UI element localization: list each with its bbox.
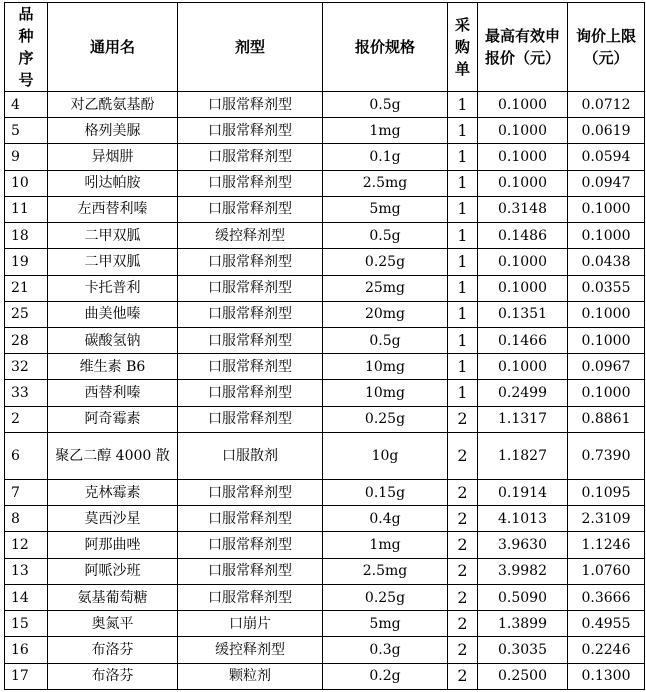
cell-order: 2 [448,506,478,532]
cell-limit: 1.0760 [568,558,645,584]
cell-limit: 0.0712 [568,92,645,118]
cell-max-price: 0.3148 [478,196,568,222]
cell-name: 西替利嗪 [48,380,178,406]
table-row [5,170,645,196]
header-limit: 询价上限（元） [568,3,645,92]
cell-max-price: 0.3035 [478,637,568,663]
cell-form: 口服常释剂型 [178,354,323,380]
cell-limit: 2.3109 [568,506,645,532]
cell-index: 17 [5,663,48,689]
cell-spec: 10mg [323,354,448,380]
cell-max-price: 1.1317 [478,406,568,432]
cell-form: 缓控释剂型 [178,223,323,249]
table-row [5,196,645,222]
cell-index: 14 [5,584,48,610]
cell-index: 28 [5,327,48,353]
cell-limit: 0.1300 [568,663,645,689]
table-row [5,558,645,584]
cell-form: 口服常释剂型 [178,144,323,170]
cell-index: 4 [5,92,48,118]
table-row [5,380,645,406]
cell-name: 阿那曲唑 [48,532,178,558]
cell-name: 维生素 B6 [48,354,178,380]
cell-form: 口崩片 [178,611,323,637]
cell-index: 5 [5,118,48,144]
cell-spec: 10g [323,432,448,479]
cell-order: 1 [448,327,478,353]
table-row [5,249,645,275]
table-row [5,637,645,663]
cell-name: 二甲双胍 [48,249,178,275]
cell-order: 1 [448,223,478,249]
cell-limit: 0.2246 [568,637,645,663]
cell-spec: 5mg [323,611,448,637]
table-row [5,223,645,249]
cell-spec: 0.4g [323,506,448,532]
header-index: 品种序号 [5,3,48,92]
cell-order: 2 [448,663,478,689]
cell-name: 布洛芬 [48,663,178,689]
header-spec: 报价规格 [323,3,448,92]
cell-max-price: 0.2500 [478,663,568,689]
cell-form: 口服常释剂型 [178,92,323,118]
cell-max-price: 0.1000 [478,118,568,144]
cell-spec: 2.5mg [323,558,448,584]
cell-order: 1 [448,301,478,327]
table-row [5,118,645,144]
cell-name: 吲达帕胺 [48,170,178,196]
cell-name: 阿奇霉素 [48,406,178,432]
table-row [5,92,645,118]
cell-max-price: 1.1827 [478,432,568,479]
cell-max-price: 0.1000 [478,249,568,275]
cell-spec: 0.25g [323,249,448,275]
cell-name: 克林霉素 [48,480,178,506]
cell-order: 1 [448,144,478,170]
cell-index: 12 [5,532,48,558]
cell-order: 2 [448,432,478,479]
cell-index: 8 [5,506,48,532]
cell-limit: 0.3666 [568,584,645,610]
cell-name: 布洛芬 [48,637,178,663]
cell-index: 32 [5,354,48,380]
cell-form: 口服常释剂型 [178,301,323,327]
cell-order: 1 [448,92,478,118]
cell-spec: 0.25g [323,406,448,432]
cell-index: 13 [5,558,48,584]
table-body [5,92,645,690]
cell-limit: 1.1246 [568,532,645,558]
table-row [5,611,645,637]
table-row [5,301,645,327]
cell-order: 2 [448,532,478,558]
cell-name: 阿哌沙班 [48,558,178,584]
cell-order: 1 [448,380,478,406]
cell-limit: 0.0967 [568,354,645,380]
cell-form: 颗粒剂 [178,663,323,689]
cell-name: 曲美他嗪 [48,301,178,327]
cell-limit: 0.1000 [568,301,645,327]
cell-order: 1 [448,275,478,301]
cell-index: 6 [5,432,48,479]
cell-name: 格列美脲 [48,118,178,144]
cell-max-price: 0.2499 [478,380,568,406]
table-row [5,506,645,532]
cell-index: 2 [5,406,48,432]
cell-form: 口服常释剂型 [178,480,323,506]
cell-spec: 1mg [323,532,448,558]
cell-index: 11 [5,196,48,222]
table-row [5,532,645,558]
cell-max-price: 0.1000 [478,170,568,196]
cell-order: 2 [448,611,478,637]
cell-form: 口服常释剂型 [178,584,323,610]
cell-form: 口服常释剂型 [178,558,323,584]
table-row [5,327,645,353]
cell-max-price: 3.9630 [478,532,568,558]
cell-limit: 0.4955 [568,611,645,637]
cell-max-price: 3.9982 [478,558,568,584]
cell-order: 1 [448,118,478,144]
cell-name: 卡托普利 [48,275,178,301]
cell-limit: 0.1000 [568,380,645,406]
cell-index: 18 [5,223,48,249]
cell-name: 二甲双胍 [48,223,178,249]
cell-order: 1 [448,249,478,275]
table-row [5,275,645,301]
cell-max-price: 0.1486 [478,223,568,249]
header-row [5,3,645,92]
cell-spec: 0.2g [323,663,448,689]
cell-max-price: 0.1914 [478,480,568,506]
cell-spec: 20mg [323,301,448,327]
cell-max-price: 4.1013 [478,506,568,532]
table-row [5,406,645,432]
cell-spec: 0.5g [323,327,448,353]
cell-spec: 2.5mg [323,170,448,196]
cell-index: 33 [5,380,48,406]
cell-limit: 0.1095 [568,480,645,506]
cell-spec: 0.15g [323,480,448,506]
cell-max-price: 0.1000 [478,354,568,380]
cell-name: 碳酸氢钠 [48,327,178,353]
cell-max-price: 0.1000 [478,92,568,118]
cell-max-price: 0.1466 [478,327,568,353]
cell-name: 对乙酰氨基酚 [48,92,178,118]
cell-order: 1 [448,170,478,196]
cell-limit: 0.0355 [568,275,645,301]
cell-form: 缓控释剂型 [178,637,323,663]
cell-spec: 0.25g [323,584,448,610]
cell-limit: 0.0619 [568,118,645,144]
cell-name: 异烟肼 [48,144,178,170]
cell-form: 口服散剂 [178,432,323,479]
cell-form: 口服常释剂型 [178,506,323,532]
cell-order: 2 [448,584,478,610]
cell-max-price: 0.1000 [478,144,568,170]
cell-max-price: 0.1000 [478,275,568,301]
drug-price-table [4,2,645,690]
cell-order: 2 [448,637,478,663]
cell-index: 16 [5,637,48,663]
table-row [5,584,645,610]
cell-limit: 0.1000 [568,327,645,353]
header-form: 剂型 [178,3,323,92]
header-order: 采购单 [448,3,478,92]
cell-form: 口服常释剂型 [178,380,323,406]
cell-order: 1 [448,196,478,222]
cell-limit: 0.8861 [568,406,645,432]
cell-spec: 5mg [323,196,448,222]
cell-name: 莫西沙星 [48,506,178,532]
cell-spec: 1mg [323,118,448,144]
cell-name: 左西替利嗪 [48,196,178,222]
cell-index: 15 [5,611,48,637]
cell-form: 口服常释剂型 [178,406,323,432]
cell-spec: 0.3g [323,637,448,663]
cell-spec: 25mg [323,275,448,301]
cell-form: 口服常释剂型 [178,196,323,222]
header-name: 通用名 [48,3,178,92]
cell-form: 口服常释剂型 [178,249,323,275]
cell-order: 2 [448,480,478,506]
cell-spec: 0.5g [323,92,448,118]
cell-name: 奥氮平 [48,611,178,637]
table-row [5,354,645,380]
cell-index: 25 [5,301,48,327]
cell-max-price: 0.1351 [478,301,568,327]
table-row [5,663,645,689]
table-row [5,144,645,170]
cell-max-price: 0.5090 [478,584,568,610]
cell-order: 2 [448,406,478,432]
cell-spec: 0.5g [323,223,448,249]
cell-limit: 0.1000 [568,223,645,249]
cell-index: 9 [5,144,48,170]
cell-form: 口服常释剂型 [178,532,323,558]
cell-name: 氨基葡萄糖 [48,584,178,610]
table-row [5,432,645,479]
cell-order: 2 [448,558,478,584]
cell-form: 口服常释剂型 [178,327,323,353]
cell-limit: 0.0438 [568,249,645,275]
cell-order: 1 [448,354,478,380]
cell-form: 口服常释剂型 [178,118,323,144]
cell-form: 口服常释剂型 [178,275,323,301]
cell-limit: 0.0947 [568,170,645,196]
table-row [5,480,645,506]
cell-form: 口服常释剂型 [178,170,323,196]
cell-limit: 0.0594 [568,144,645,170]
header-max-price: 最高有效申报价（元） [478,3,568,92]
cell-max-price: 1.3899 [478,611,568,637]
cell-spec: 0.1g [323,144,448,170]
cell-spec: 10mg [323,380,448,406]
cell-index: 7 [5,480,48,506]
cell-name: 聚乙二醇 4000 散 [48,432,178,479]
cell-limit: 0.1000 [568,196,645,222]
cell-index: 10 [5,170,48,196]
cell-index: 21 [5,275,48,301]
cell-index: 19 [5,249,48,275]
cell-limit: 0.7390 [568,432,645,479]
